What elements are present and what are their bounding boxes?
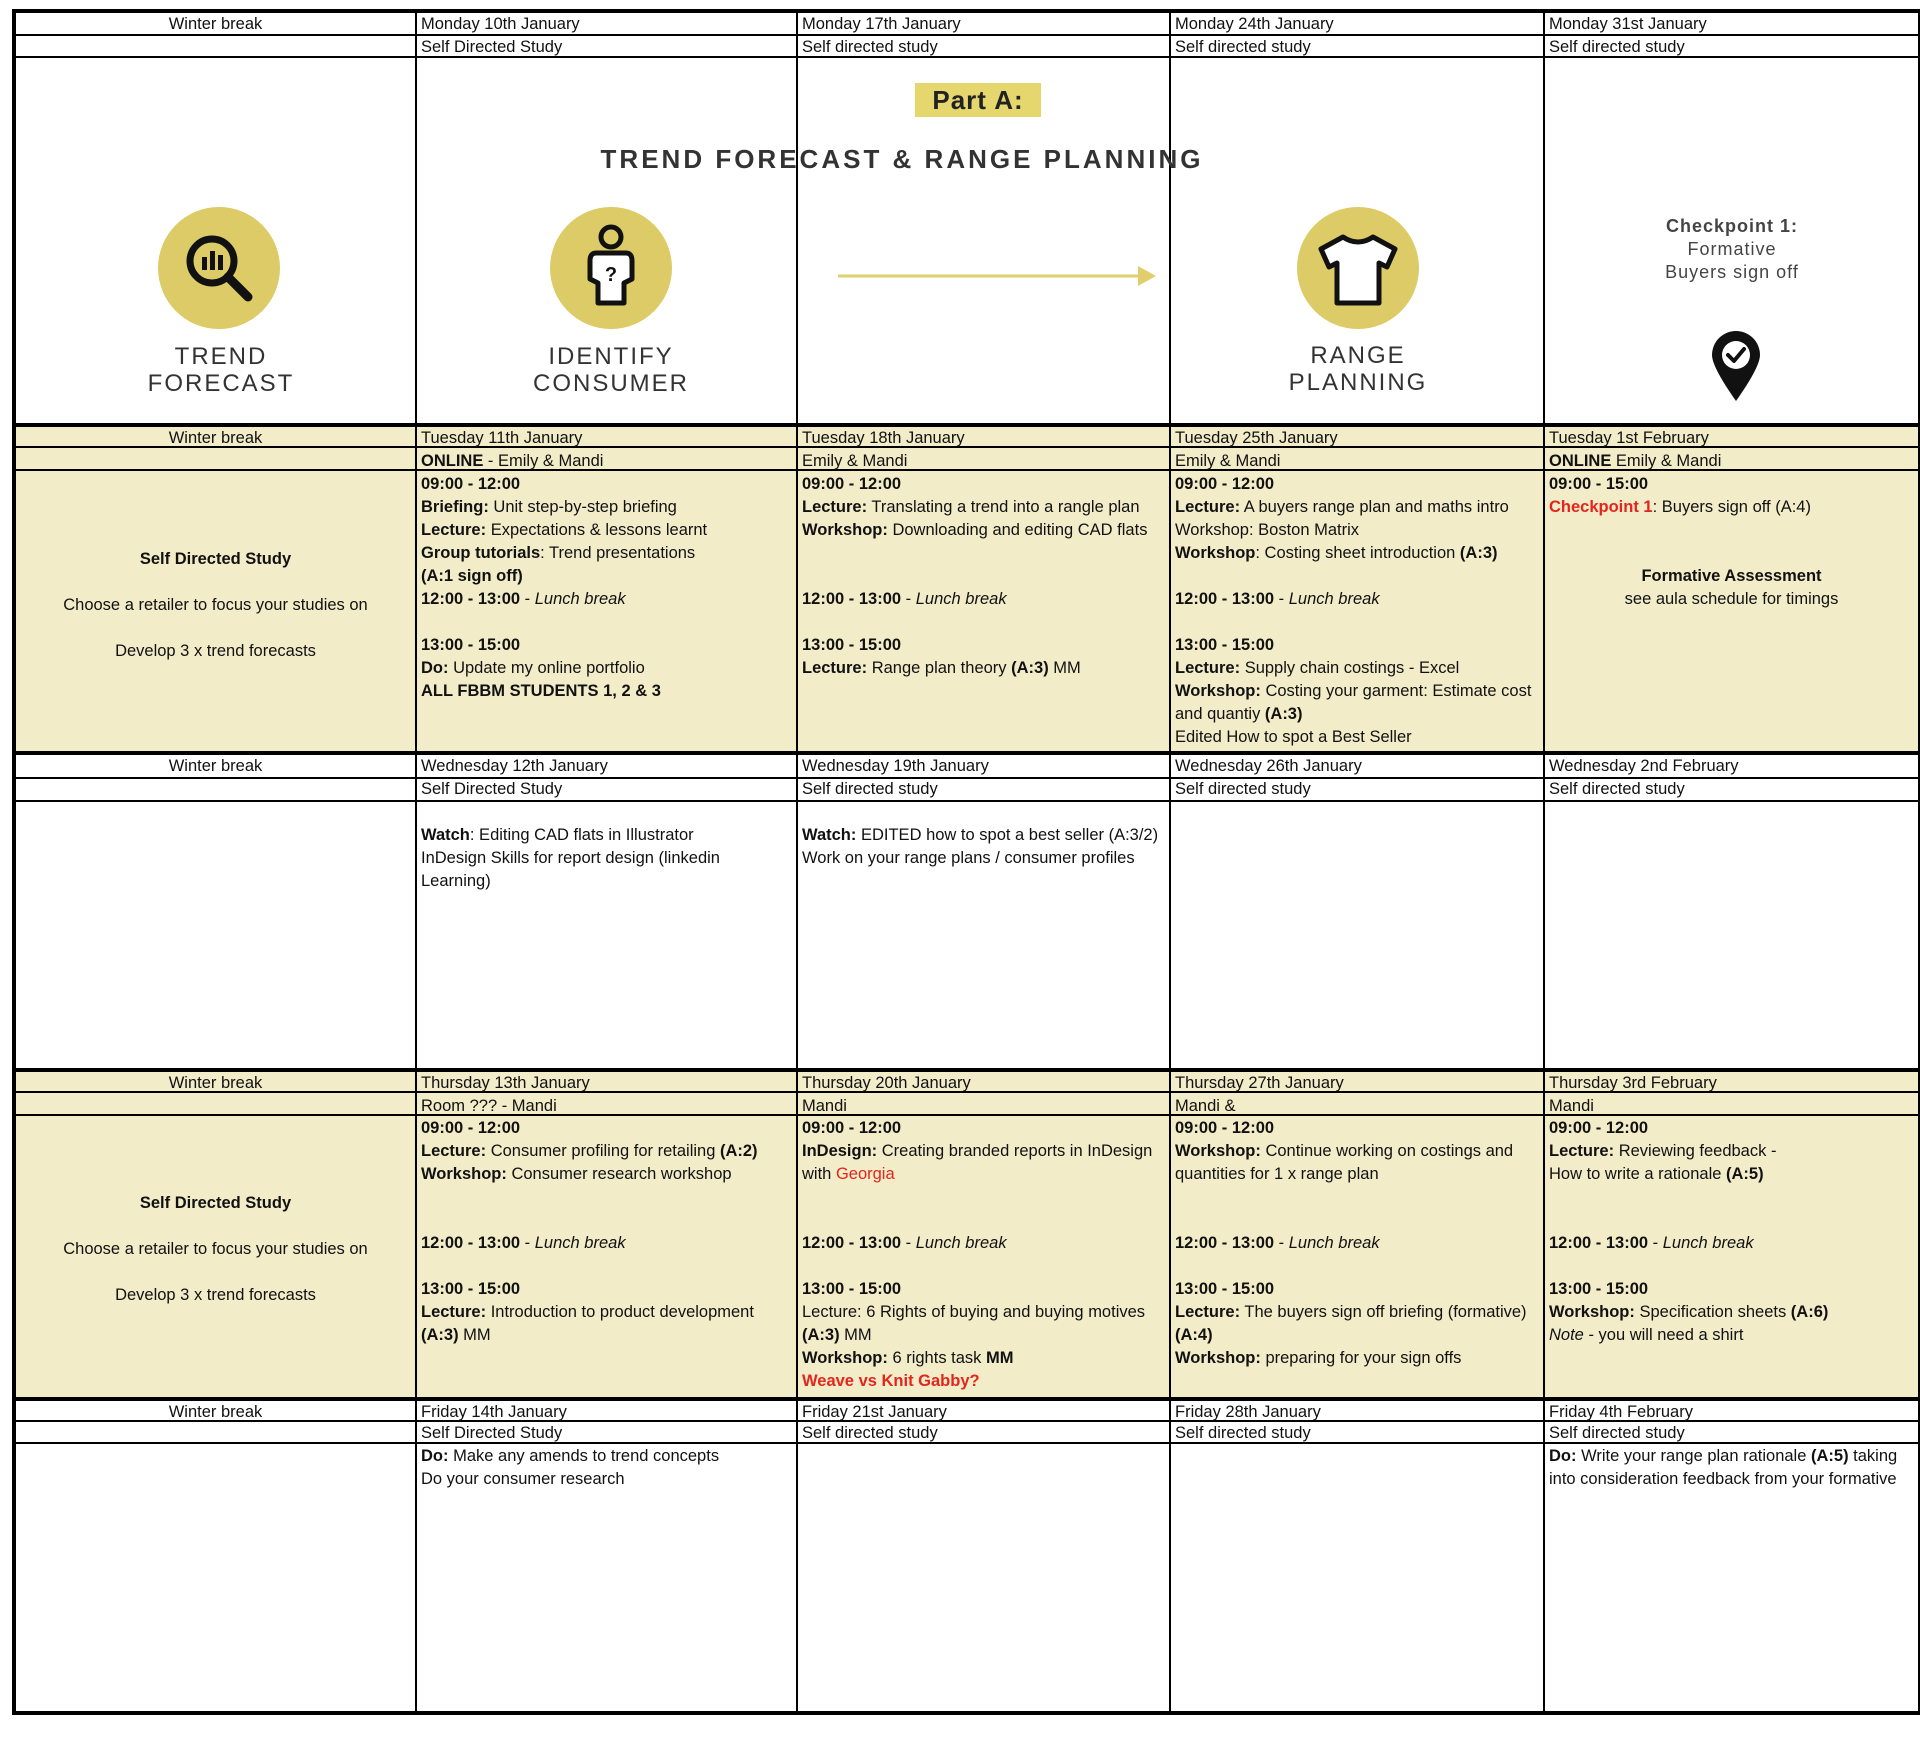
tuesday-sub-2: Emily & Mandi: [802, 452, 908, 470]
thursday-day-4: Thursday 3rd February: [1549, 1074, 1717, 1092]
part-label: Part A:: [915, 83, 1041, 117]
tuesday-day-2: Tuesday 18th January: [802, 429, 965, 447]
tshirt-icon: [1297, 207, 1419, 329]
monday-day-4: Monday 31st January: [1549, 15, 1707, 33]
tuesday-sub-4: ONLINE Emily & Mandi: [1549, 452, 1722, 470]
monday-day-3: Monday 24th January: [1175, 15, 1334, 33]
thursday-col0-day: Winter break: [168, 1074, 263, 1092]
friday-day-3: Friday 28th January: [1175, 1403, 1321, 1421]
wednesday-day-1: Wednesday 12th January: [421, 757, 608, 775]
thursday-day-3: Thursday 27th January: [1175, 1074, 1344, 1092]
step-range-planning: RANGE PLANNING: [1288, 342, 1428, 396]
svg-text:?: ?: [604, 264, 618, 286]
thursday-sub-3: Mandi &: [1175, 1097, 1236, 1115]
wednesday-col0-day: Winter break: [168, 757, 263, 775]
monday-sub-2: Self directed study: [802, 38, 938, 56]
monday-sub-4: Self directed study: [1549, 38, 1685, 56]
friday-sub-4: Self directed study: [1549, 1424, 1685, 1442]
monday-day-1: Monday 10th January: [421, 15, 580, 33]
wednesday-sub-3: Self directed study: [1175, 780, 1311, 798]
friday-day-1: Friday 14th January: [421, 1403, 567, 1421]
wednesday-day-2: Wednesday 19th January: [802, 757, 989, 775]
person-question-icon: [550, 207, 672, 329]
friday-day-2: Friday 21st January: [802, 1403, 947, 1421]
thursday-day-2: Thursday 20th January: [802, 1074, 971, 1092]
tuesday-col0-day: Winter break: [168, 429, 263, 447]
friday-col4-notes: Do: Write your range plan rationale (A:5) taking into consideration feedback from your formative: [1549, 1447, 1898, 1488]
tuesday-col1-schedule: 09:00 - 12:00 Briefing: Unit step-by-step briefing Lecture: Expectations & lessons learnt Group tutorials: Trend presentations (A:1 sign off) 12:00 - 13:00 - Lunch break 13:00 - 15:00 Do: Update my online portfolio ALL FBBM STUDENTS 1, 2 & 3: [421, 475, 708, 700]
thursday-col2-schedule: 09:00 - 12:00 InDesign: Creating branded reports in InDesign with Georgia 12:00 - 13:00 - Lunch break 13:00 - 15:00 Lecture: 6 Rights of buying and buying motives (A:3) MM Workshop: 6 rights task MM Weave vs Knit Gabby?: [802, 1119, 1153, 1390]
step-trend-forecast: TREND FORECAST: [147, 343, 295, 397]
thursday-col4-schedule: 09:00 - 12:00 Lecture: Reviewing feedback - How to write a rationale (A:5) 12:00 - 13:00 - Lunch break 13:00 - 15:00 Workshop: Specification sheets (A:6) Note - you will need a shirt: [1549, 1119, 1829, 1344]
friday-sub-3: Self directed study: [1175, 1424, 1311, 1442]
monday-col0-day: Winter break: [168, 15, 263, 33]
wednesday-col1-notes: Watch: Editing CAD flats in Illustrator InDesign Skills for report design (linkedin Learning): [421, 826, 720, 890]
monday-sub-3: Self directed study: [1175, 38, 1311, 56]
thursday-col3-schedule: 09:00 - 12:00 Workshop: Continue working on costings and quantities for 1 x range plan 12:00 - 13:00 - Lunch break 13:00 - 15:00 Lecture: The buyers sign off briefing (formative) (A:4) Workshop: preparing for your sign offs: [1175, 1119, 1527, 1367]
banner-title: TREND FORECAST & RANGE PLANNING: [600, 144, 1204, 174]
wednesday-sub-1: Self Directed Study: [421, 780, 563, 798]
friday-col1-notes: Do: Make any amends to trend concepts Do your consumer research: [421, 1447, 720, 1488]
wednesday-day-3: Wednesday 26th January: [1175, 757, 1362, 775]
monday-day-2: Monday 17th January: [802, 15, 961, 33]
friday-day-4: Friday 4th February: [1549, 1403, 1693, 1421]
tuesday-day-4: Tuesday 1st February: [1549, 429, 1709, 447]
magnifier-chart-icon: [158, 207, 280, 329]
arrow-right-icon: [838, 261, 1158, 296]
friday-col0-day: Winter break: [168, 1403, 263, 1421]
thursday-col1-schedule: 09:00 - 12:00 Lecture: Consumer profiling for retailing (A:2) Workshop: Consumer research workshop 12:00 - 13:00 - Lunch break 13:00 - 15:00 Lecture: Introduction to product development (A:3) MM: [421, 1119, 758, 1344]
wednesday-sub-4: Self directed study: [1549, 780, 1685, 798]
checkpoint-caption: Checkpoint 1: Formative Buyers sign off: [1665, 216, 1799, 282]
timetable-sheet: [12, 9, 1920, 1715]
tuesday-day-1: Tuesday 11th January: [421, 429, 583, 447]
thursday-sub-4: Mandi: [1549, 1097, 1594, 1115]
thursday-sub-2: Mandi: [802, 1097, 847, 1115]
thursday-col0-notes: Self Directed Study Choose a retailer to focus your studies on Develop 3 x trend forecasts: [63, 1194, 368, 1304]
step-identify-consumer: IDENTIFY CONSUMER: [532, 343, 689, 397]
friday-sub-2: Self directed study: [802, 1424, 938, 1442]
tuesday-col2-schedule: 09:00 - 12:00 Lecture: Translating a trend into a rangle plan Workshop: Downloading and editing CAD flats 12:00 - 13:00 - Lunch break 13:00 - 15:00 Lecture: Range plan theory (A:3) MM: [802, 475, 1148, 677]
thursday-sub-1: Room ??? - Mandi: [421, 1097, 557, 1115]
thursday-day-1: Thursday 13th January: [421, 1074, 590, 1092]
wednesday-sub-2: Self directed study: [802, 780, 938, 798]
tuesday-col4-schedule: 09:00 - 15:00 Checkpoint 1: Buyers sign off (A:4): [1549, 475, 1811, 516]
tuesday-day-3: Tuesday 25th January: [1175, 429, 1338, 447]
friday-sub-1: Self Directed Study: [421, 1424, 563, 1442]
location-check-icon: [1708, 327, 1764, 408]
wednesday-day-4: Wednesday 2nd February: [1549, 757, 1739, 775]
tuesday-col0-notes: Self Directed Study Choose a retailer to focus your studies on Develop 3 x trend forecasts: [63, 550, 368, 660]
monday-sub-1: Self Directed Study: [421, 38, 563, 56]
tuesday-sub-3: Emily & Mandi: [1175, 452, 1281, 470]
tuesday-col3-schedule: 09:00 - 12:00 Lecture: A buyers range plan and maths intro Workshop: Boston Matrix Workshop: Costing sheet introduction (A:3) 12:00 - 13:00 - Lunch break 13:00 - 15:00 Lecture: Supply chain costings - Excel Workshop: Costing your garment: Estimate cost and quantiy (A:3) Edited How to spot a Best Seller: [1175, 475, 1532, 746]
tuesday-col4-formative: Formative Assessment see aula schedule for timings: [1624, 567, 1839, 608]
tuesday-sub-1: ONLINE - Emily & Mandi: [421, 452, 604, 470]
wednesday-col2-notes: Watch: EDITED how to spot a best seller (A:3/2) Work on your range plans / consumer profiles: [802, 826, 1159, 867]
